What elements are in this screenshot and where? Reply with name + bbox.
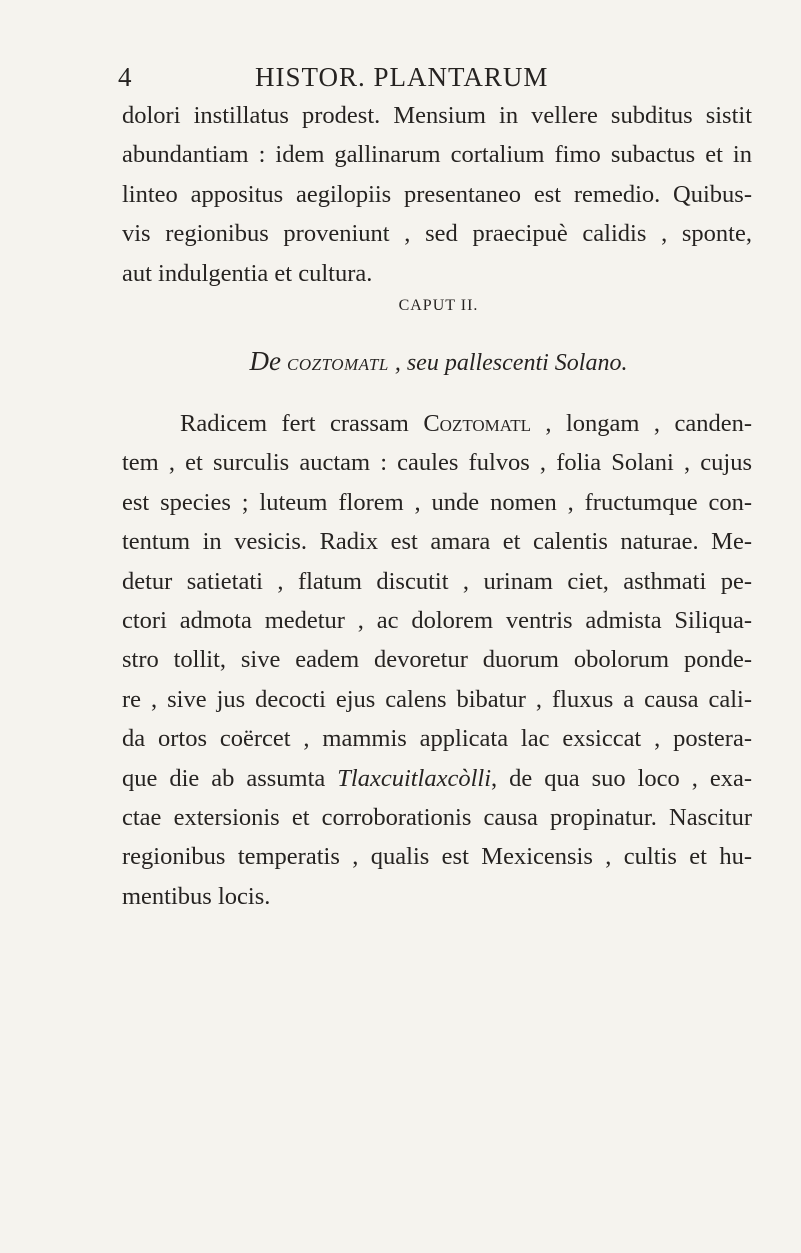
text-line: detur satietati , flatum discutit , urinam ciet, asthmati pe- — [122, 567, 752, 595]
text-line: regionibus temperatis , qualis est Mexicensis , cultis et hu- — [122, 843, 752, 871]
text-line: dolori instillatus prodest. Mensium in vellere subditus sistit — [122, 102, 752, 129]
paragraph-2 — [122, 404, 752, 916]
text-segment: que die ab assumta — [122, 764, 326, 792]
text-segment: , longam , canden- — [545, 410, 753, 437]
text-line: re , sive jus decocti ejus calens bibatur , fluxus a causa cali- — [122, 685, 752, 713]
chapter-title-suffix: , seu pallescenti Solano. — [394, 350, 628, 376]
text-line: ctae extersionis et corroborationis causa propinatur. Nascitur — [122, 804, 752, 832]
text-line: stro tollit, sive eadem devoretur duorum obolorum ponde- — [122, 646, 752, 674]
text-line — [122, 404, 752, 443]
plant-name: Coztomatl — [423, 410, 531, 437]
text-line: da ortos coërcet , mammis applicata lac exsiccat , postera- — [122, 725, 752, 753]
chapter-title — [0, 346, 801, 377]
chapter-label — [0, 297, 801, 315]
text-line — [122, 759, 752, 798]
chapter-title-prefix: De — [249, 346, 281, 376]
chapter-label-text: CAPUT II. — [398, 297, 479, 314]
text-line: aut indulgentia et cultura. — [122, 259, 373, 287]
running-title: HISTOR. PLANTARUM — [255, 62, 549, 92]
text-segment: Radicem fert crassam — [180, 410, 409, 437]
text-line: vis regionibus proveniunt , sed praecipuè calidis , sponte, — [122, 220, 752, 248]
text-segment: , de qua suo loco , exa- — [491, 764, 752, 792]
chapter-title-name: coztomatl — [287, 350, 389, 376]
plant-name-italic: Tlaxcuitlaxcòlli — [337, 764, 492, 792]
running-head — [0, 60, 801, 100]
text-line: est species ; luteum florem , unde nomen , fructumque con- — [122, 488, 752, 516]
text-line: tentum in vesicis. Radix est amara et calentis naturae. Me- — [122, 528, 752, 556]
text-line: abundantiam : idem gallinarum cortalium fimo subactus et in — [122, 141, 752, 169]
text-line: linteo appositus aegilopiis presentaneo est remedio. Quibus- — [122, 180, 752, 208]
text-line: ctori admota medetur , ac dolorem ventris admista Siliqua- — [122, 607, 752, 635]
text-line: mentibus locis. — [122, 882, 271, 910]
paragraph-1 — [122, 96, 752, 293]
page-number: 4 — [118, 62, 132, 92]
text-line: tem , et surculis auctam : caules fulvos , folia Solani , cujus — [122, 449, 752, 477]
